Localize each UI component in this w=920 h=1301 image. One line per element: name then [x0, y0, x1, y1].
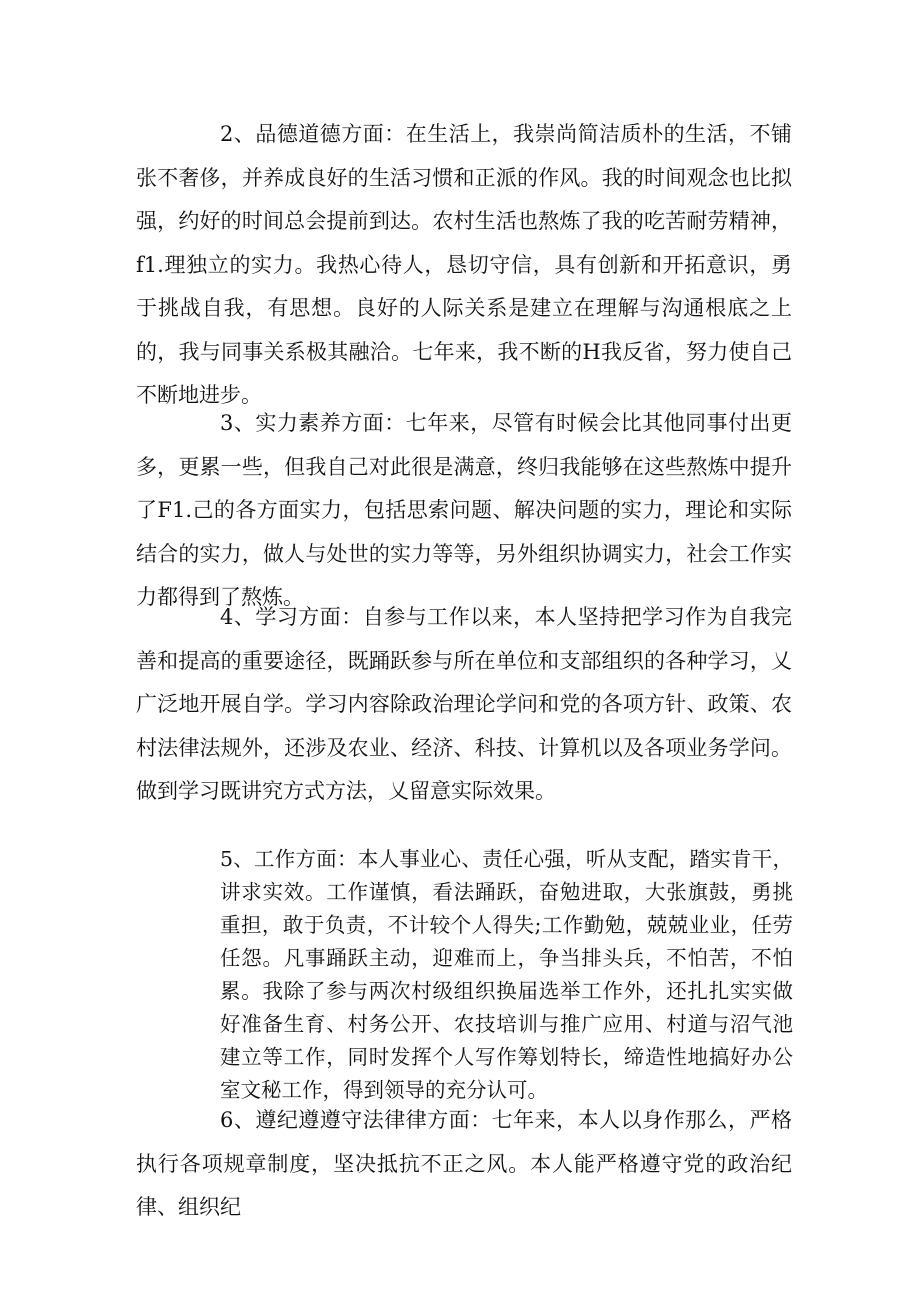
paragraph-ability-quality: 3、实力素养方面：七年来，尽管有时候会比其他同事付出更多，更累一些，但我自己对此很是满意，终归我能够在这些熬炼中提升了F1.己的各方面实力，包括思索问题、解决问题的实力，理论和实际结合的实力，做人与处世的实力等等，另外组织协调实力，社会工作实力都得到了熬炼。 — [136, 411, 792, 609]
paragraph-study: 4、学习方面：自参与工作以来，本人坚持把学习作为自我完善和提高的重要途径，既踊跃参与所在单位和支部组织的各种学习，乂广泛地开展自学。学习内容除政治理论学问和党的各项方针、政策、农村法律法规外，还涉及农业、经济、科技、计算机以及各项业务学问。做到学习既讲究方式方法，乂留意实际效果。 — [136, 605, 792, 803]
paragraph-work: 5、工作方面：本人事业心、责任心强，听从支配，踏实肯干，讲求实效。工作谨慎，看法踊跃，奋勉进取，大张旗鼓，勇挑重担，敢于负责，不计较个人得失;工作勤勉，兢兢业业，任劳任怨。凡事踊跃主动，迎难而上，争当排头兵，不怕苦，不怕累。我除了参与两次村级组织换届选举工作外，还扎扎实实做好准备生育、村务公开、农技培训与推广应用、村道与沼气池建立等工作，同时发挥个人写作筹划特长，缔造性地搞好办公室文秘工作，得到领导的充分认可。 — [220, 847, 793, 1102]
paragraph-moral-character: 2、品德道德方面：在生活上，我崇尚简洁质朴的生活，不铺张不奢侈，并养成良好的生活习惯和正派的作风。我的时间观念也比拟强，约好的时间总会提前到达。农村生活也熬炼了我的吃苦耐劳精神，f1.理独立的实力。我热心待人，恳切守信，具有创新和开拓意识，勇于挑战自我，有思想。良好的人际关系是建立在理解与沟通根底之上的，我与同事关系极其融洽。七年来，我不断的H我反省，努力使自己不断地进步。 — [136, 122, 792, 407]
paragraph-law-discipline: 6、遵纪遵遵守法律律方面：七年来，本人以身作那么，严格执行各项规章制度，坚决抵抗不正之风。本人能严格遵守党的政治纪律、组织纪 — [136, 1108, 792, 1219]
